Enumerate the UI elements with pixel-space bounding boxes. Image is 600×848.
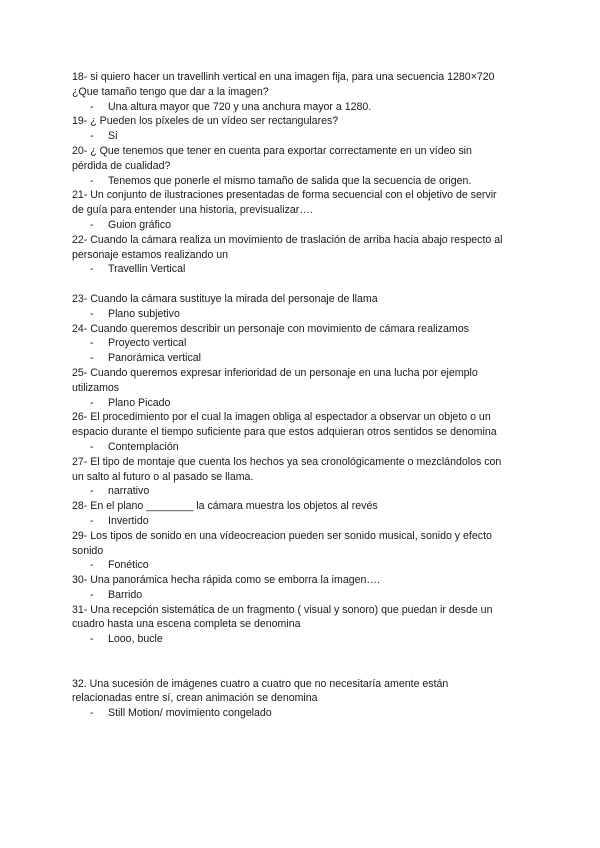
question-text: de guía para entender una historia, previsualizar…. — [72, 204, 313, 217]
bullet-dash: - — [90, 485, 94, 498]
answer-item — [72, 351, 532, 366]
answer-item — [72, 514, 532, 529]
answer-item — [72, 440, 532, 455]
question-text: sonido — [72, 544, 104, 557]
question-21 — [72, 188, 532, 232]
question-text: 24- Cuando queremos describir un personaje con movimiento de cámara realizamos — [72, 322, 469, 335]
question-text: personaje estamos realizando un — [72, 248, 229, 261]
bullet-dash: - — [90, 352, 94, 365]
answer-item — [72, 396, 532, 411]
bullet-dash: - — [90, 588, 94, 601]
answer-item — [72, 706, 532, 721]
blank-line — [72, 647, 532, 677]
answer-text: Barrido — [108, 588, 143, 601]
question-23 — [72, 292, 532, 322]
question-32 — [72, 677, 532, 721]
question-27 — [72, 455, 532, 499]
question-text: 21- Un conjunto de ilustraciones presentadas de forma secuencial con el objetivo de servir — [72, 189, 497, 202]
question-text: relacionadas entre sí, crean animación se denomina — [72, 692, 318, 705]
answer-text: Si — [108, 130, 118, 143]
answer-text: Travellin Vertical — [108, 263, 186, 276]
answer-text: Plano subjetivo — [108, 307, 180, 320]
bullet-dash: - — [90, 396, 94, 409]
question-text: 22- Cuando la cámara realiza un movimiento de traslación de arriba hacia abajo respecto al — [72, 233, 503, 246]
question-24 — [72, 322, 532, 366]
answer-text: Panorámica vertical — [108, 352, 202, 365]
question-text: 31- Una recepción sistemática de un fragmento ( visual y sonoro) que puedan ir desde un — [72, 603, 493, 616]
question-29 — [72, 529, 532, 573]
answer-item — [72, 336, 532, 351]
question-text: 27- El tipo de montaje que cuenta los hechos ya sea cronológicamente o mezclándolos con — [72, 455, 502, 468]
bullet-dash: - — [90, 440, 94, 453]
answer-text: Fonético — [108, 559, 149, 572]
question-text: cuadro hasta una escena completa se denomina — [72, 618, 301, 631]
question-19 — [72, 114, 532, 144]
bullet-dash: - — [90, 100, 94, 113]
answer-text: Looo, bucle — [108, 633, 163, 646]
question-18 — [72, 70, 532, 114]
question-22 — [72, 233, 532, 277]
answer-text: narrativo — [108, 485, 150, 498]
bullet-dash: - — [90, 514, 94, 527]
answer-text: Una altura mayor que 720 y una anchura mayor a 1280. — [108, 100, 372, 113]
answer-item — [72, 262, 532, 277]
answer-item — [72, 558, 532, 573]
question-28 — [72, 499, 532, 529]
bullet-dash: - — [90, 707, 94, 720]
question-text: 20- ¿ Que tenemos que tener en cuenta para exportar correctamente en un vídeo sin — [72, 144, 472, 157]
question-text: un salto al futuro o al pasado se llama. — [72, 470, 254, 483]
bullet-dash: - — [90, 337, 94, 350]
blank-line — [72, 277, 532, 292]
bullet-dash: - — [90, 633, 94, 646]
answer-text: Proyecto vertical — [108, 337, 187, 350]
answer-item — [72, 307, 532, 322]
question-text: pérdida de cualidad? — [72, 159, 171, 172]
question-text: 23- Cuando la cámara sustituye la mirada del personaje de llama — [72, 292, 378, 305]
question-26 — [72, 410, 532, 454]
question-text: 30- Una panorámica hecha rápida como se emborra la imagen…. — [72, 574, 380, 587]
answer-text: Contemplación — [108, 440, 179, 453]
answer-item — [72, 129, 532, 144]
bullet-dash: - — [90, 174, 94, 187]
bullet-dash: - — [90, 130, 94, 143]
answer-item — [72, 218, 532, 233]
question-text: 19- ¿ Pueden los píxeles de un vídeo ser rectangulares? — [72, 115, 339, 128]
question-text: espacio durante el tiempo suficiente para que estos adquieran otros sentidos se denomina — [72, 426, 497, 439]
question-text: 26- El procedimiento por el cual la imagen obliga al espectador a observar un objeto o un — [72, 411, 491, 424]
answer-text: Guion gráfico — [108, 218, 172, 231]
question-text: ¿Que tamaño tengo que dar a la imagen? — [72, 85, 269, 98]
answer-item — [72, 632, 532, 647]
answer-item — [72, 588, 532, 603]
answer-item — [72, 174, 532, 189]
question-list — [72, 70, 532, 721]
answer-text: Plano Picado — [108, 396, 171, 409]
question-text: 29- Los tipos de sonido en una vídeocreacion pueden ser sonido musical, sonido y efecto — [72, 529, 492, 542]
bullet-dash: - — [90, 263, 94, 276]
answer-text: Still Motion/ movimiento congelado — [108, 707, 272, 720]
question-text: 25- Cuando queremos expresar inferioridad de un personaje en una lucha por ejemplo — [72, 366, 478, 379]
question-text: 18- si quiero hacer un travellinh vertical en una imagen fija, para una secuencia 1280×720 — [72, 71, 495, 83]
question-25 — [72, 366, 532, 410]
bullet-dash: - — [90, 218, 94, 231]
bullet-dash: - — [90, 559, 94, 572]
answer-text: Tenemos que ponerle el mismo tamaño de salida que la secuencia de origen. — [108, 174, 472, 187]
question-text: 28- En el plano ________ la cámara muestra los objetos al revés — [72, 500, 378, 513]
question-20 — [72, 144, 532, 188]
answer-item — [72, 484, 532, 499]
question-30 — [72, 573, 532, 603]
question-31 — [72, 603, 532, 647]
question-text: 32. Una sucesión de imágenes cuatro a cuatro que no necesitaría amente están — [72, 677, 449, 690]
bullet-dash: - — [90, 307, 94, 320]
answer-text: Invertido — [108, 514, 149, 527]
answer-item — [72, 100, 532, 115]
question-text: utilizamos — [72, 381, 120, 394]
